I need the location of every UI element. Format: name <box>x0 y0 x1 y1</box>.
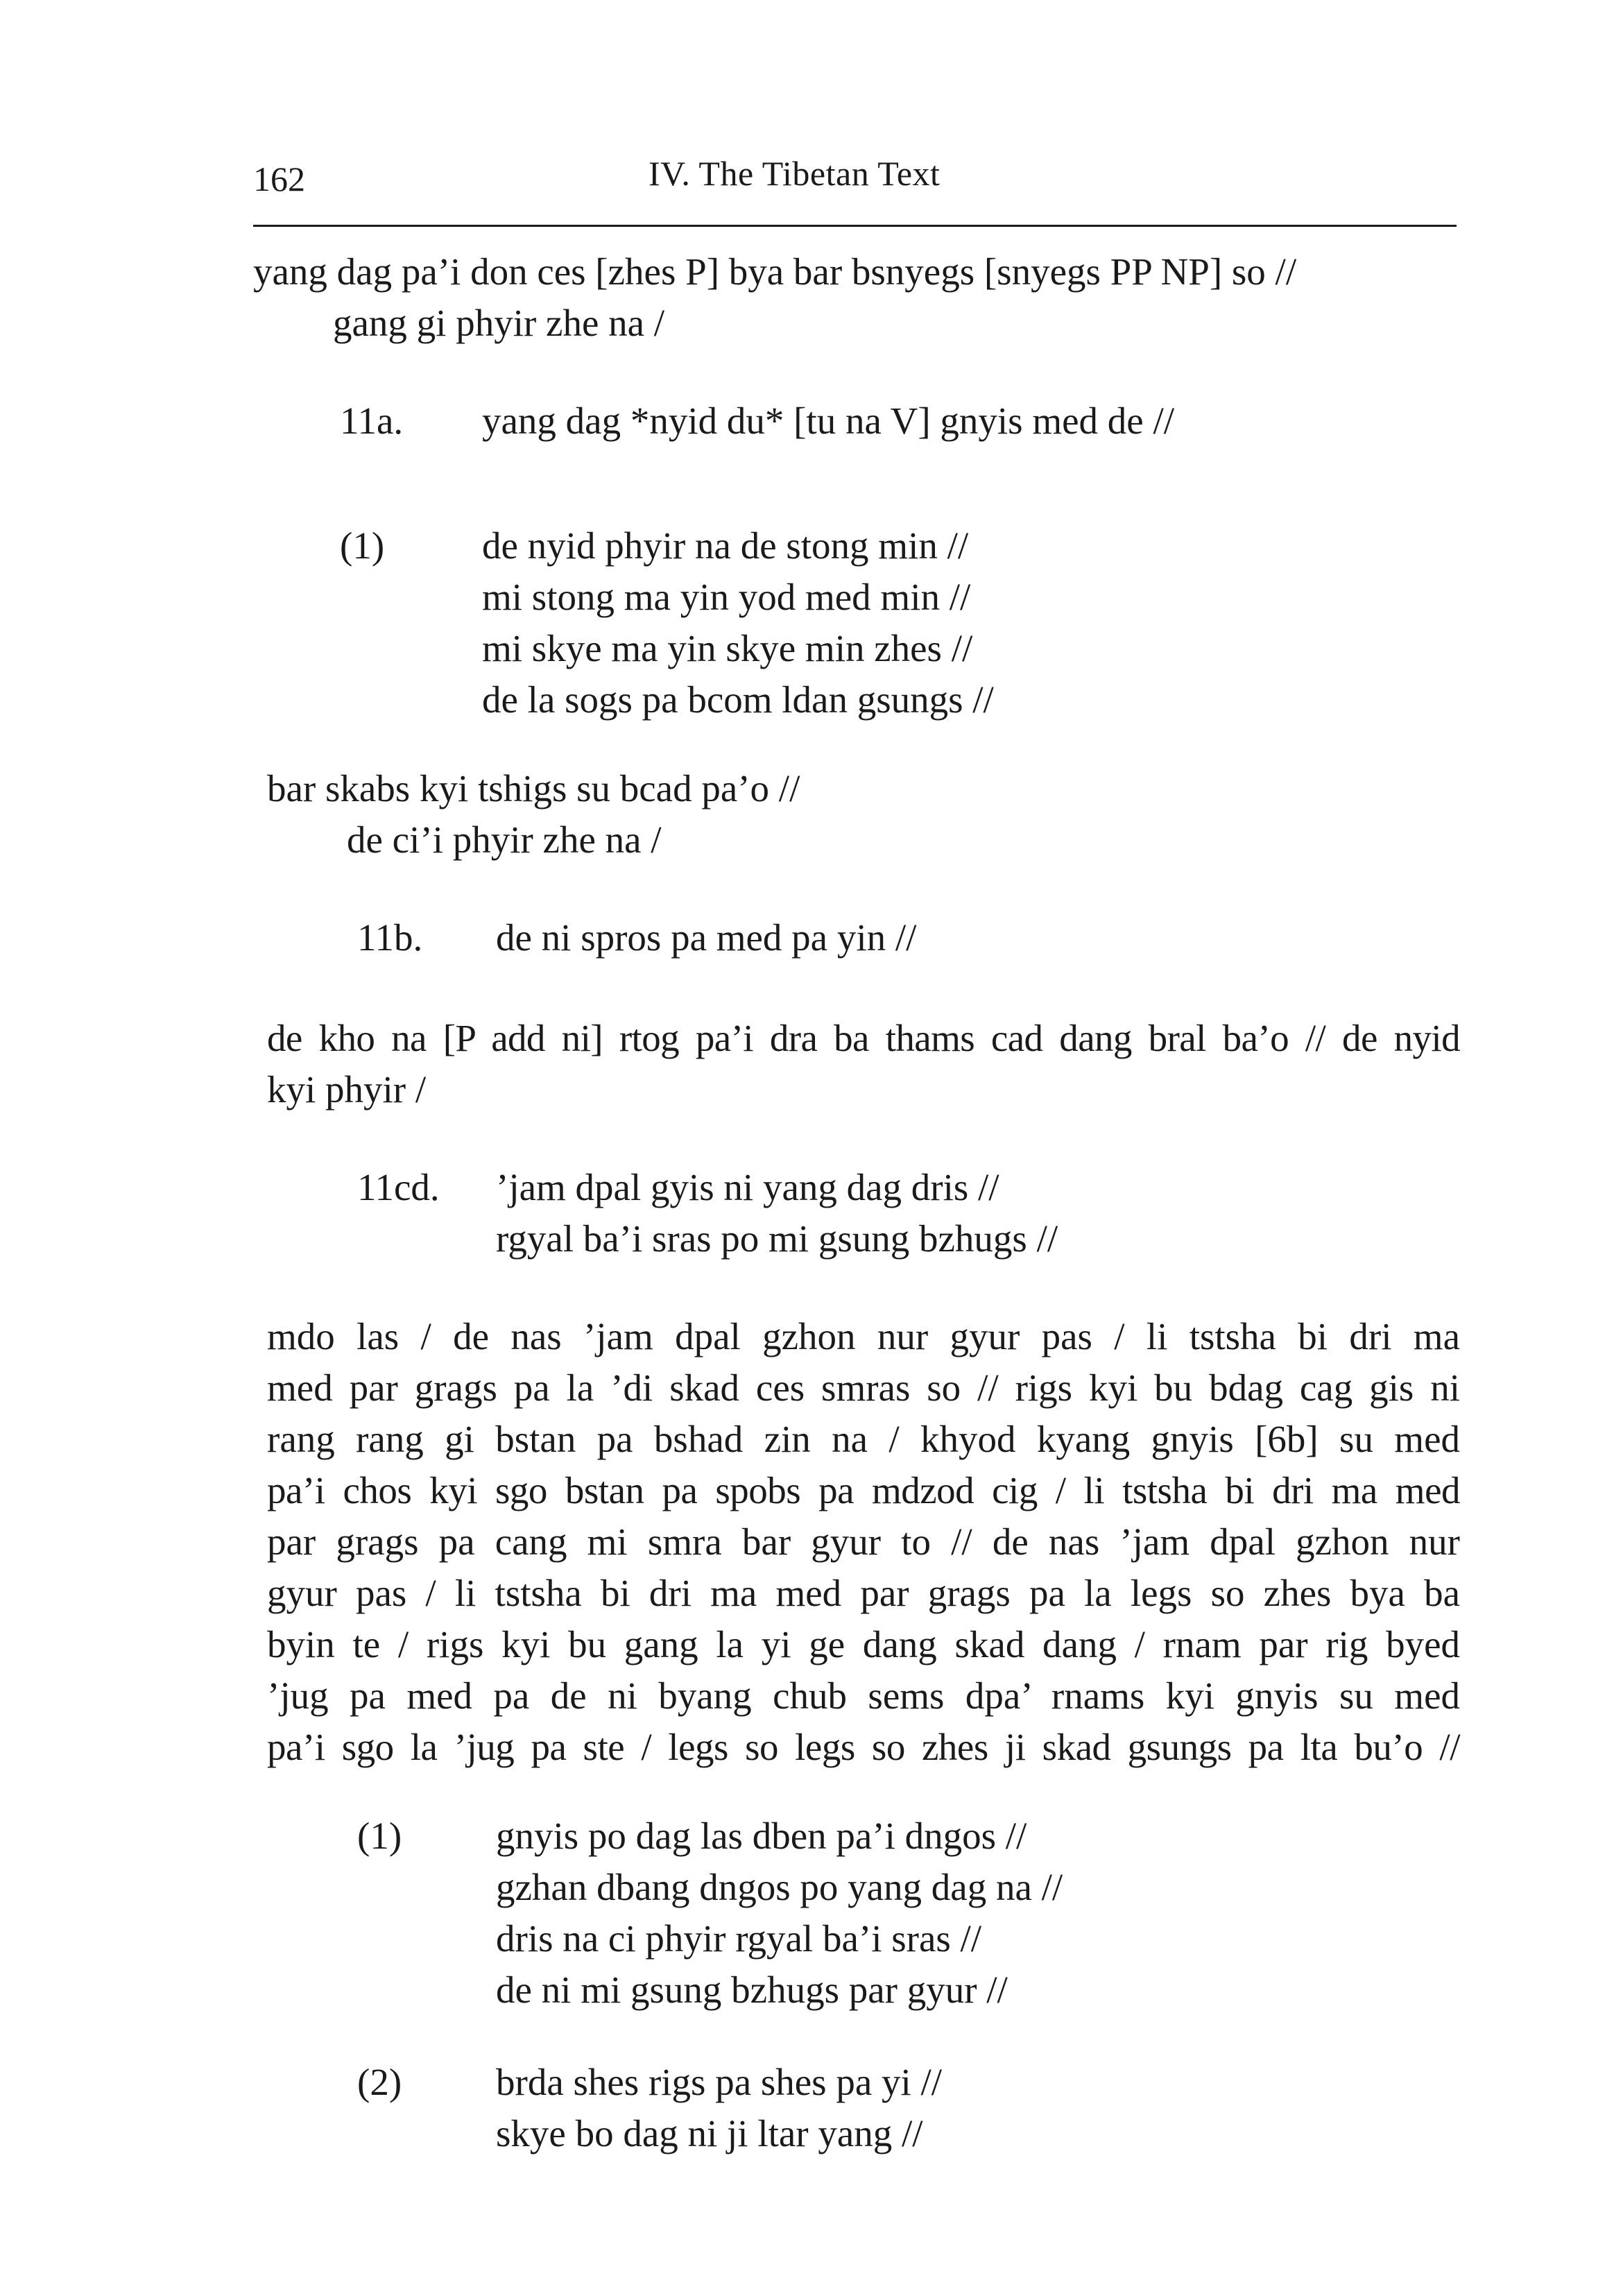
verse-line: ’jam dpal gyis ni yang dag dris // <box>496 1166 999 1208</box>
sutra-quotation-paragraph <box>267 1311 1460 1773</box>
text-line: de kho na [P add ni] rtog pa’i dra ba thams cad dang bral ba’o // de nyid <box>267 1017 1460 1059</box>
verse-line: brda shes rigs pa shes pa yi // <box>496 2061 943 2103</box>
page-header <box>253 154 1457 221</box>
commentary-paragraph-2 <box>267 763 1495 866</box>
verse-line: de la sogs pa bcom ldan gsungs // <box>482 678 994 721</box>
text-line: yang dag pa’i don ces [zhes P] bya bar bsnyegs [snyegs PP NP] so // <box>253 250 1297 293</box>
text-line: pa’i sgo la ’jug pa ste / legs so legs so zhes ji skad gsungs pa lta bu’o // <box>267 1726 1460 1768</box>
text-line: de ci’i phyir zhe na / <box>347 819 662 861</box>
verse-line: dris na ci phyir rgyal ba’i sras // <box>496 1917 982 1960</box>
verse-label: (1) <box>357 1815 402 1857</box>
verse-label: 11b. <box>357 916 423 959</box>
commentary-paragraph-1 <box>253 246 1481 349</box>
text-line: ’jug pa med pa de ni byang chub sems dpa’ rnams kyi gnyis su med <box>267 1674 1460 1717</box>
verse-line: de nyid phyir na de stong min // <box>482 524 969 567</box>
verse-line: mi stong ma yin yod med min // <box>482 576 971 618</box>
text-line: byin te / rigs kyi bu gang la yi ge dang skad dang / rnam par rig byed <box>267 1623 1460 1665</box>
running-head: IV. The Tibetan Text <box>649 154 941 193</box>
verse-line: skye bo dag ni ji ltar yang // <box>496 2112 923 2154</box>
verse-line: rgyal ba’i sras po mi gsung bzhugs // <box>496 1217 1058 1260</box>
text-line: gyur pas / li tstsha bi dri ma med par grags pa la legs so zhes bya ba <box>267 1572 1460 1614</box>
text-line: bar skabs kyi tshigs su bcad pa’o // <box>267 767 800 809</box>
verse-label: 11cd. <box>357 1166 440 1208</box>
text-line: mdo las / de nas ’jam dpal gzhon nur gyur pas / li tstsha bi dri ma <box>267 1315 1460 1357</box>
commentary-paragraph-3 <box>267 1013 1460 1115</box>
verse-line: de ni spros pa med pa yin // <box>496 916 917 959</box>
verse-label: (2) <box>357 2061 402 2103</box>
page-number: 162 <box>253 160 305 198</box>
text-line: gang gi phyir zhe na / <box>333 302 665 344</box>
verse-line: gzhan dbang dngos po yang dag na // <box>496 1866 1063 1908</box>
text-line: par grags pa cang mi smra bar gyur to // de nas ’jam dpal gzhon nur <box>267 1520 1460 1563</box>
text-line: med par grags pa la ’di skad ces smras so // rigs kyi bu bdag cag gis ni <box>267 1367 1460 1409</box>
header-rule <box>253 225 1457 227</box>
text-line: rang rang gi bstan pa bshad zin na / khyod kyang gnyis [6b] su med <box>267 1418 1460 1460</box>
verse-label: (1) <box>340 524 385 567</box>
text-line: kyi phyir / <box>267 1068 427 1111</box>
verse-line: mi skye ma yin skye min zhes // <box>482 627 973 669</box>
verse-line: yang dag *nyid du* [tu na V] gnyis med de // <box>482 400 1175 442</box>
verse-line: de ni mi gsung bzhugs par gyur // <box>496 1969 1008 2011</box>
verse-label: 11a. <box>340 400 404 442</box>
verse-line: gnyis po dag las dben pa’i dngos // <box>496 1815 1027 1857</box>
text-line: pa’i chos kyi sgo bstan pa spobs pa mdzod cig / li tstsha bi dri ma med <box>267 1469 1460 1511</box>
